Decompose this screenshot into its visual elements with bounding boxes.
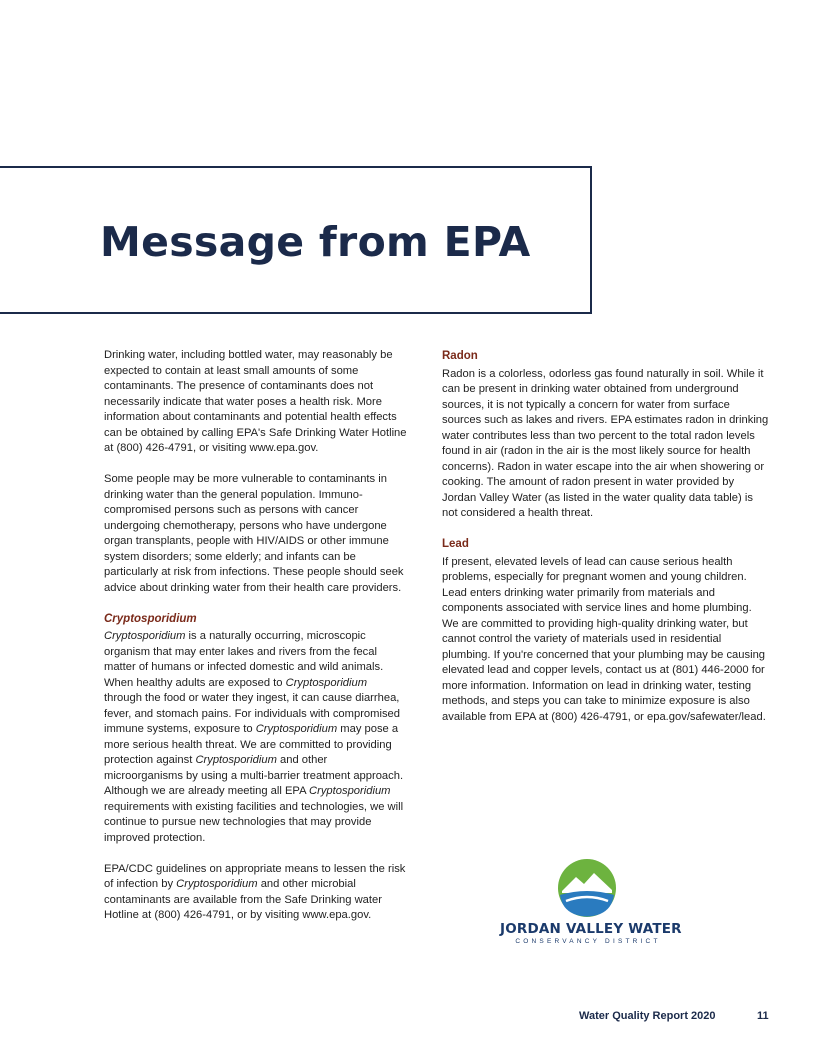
cryptosporidium-paragraph-2: EPA/CDC guidelines on appropriate means to lessen the risk of infection by Cryptosporidium and other microbial contaminants are available from the Safe Drinking water Hotline at (800) 426-4791, or by visiting www.epa.gov. [104,862,406,921]
crypto-term-1: Cryptosporidium [104,630,186,642]
jordan-valley-water-logo [500,855,682,955]
intro-paragraph-1: Drinking water, including bottled water, may reasonably be expected to contain at least small amounts of some contaminants. The presence of contaminants does not necessarily indicate that water poses a health risk. More information about contaminants and potential health effects can be obtained by calling EPA's Safe Drinking Water Hotline at (800) 426-4791, or visiting www.epa.gov. [104,349,407,454]
logo-name: JORDAN VALLEY WATER [500,921,682,937]
crypto-term-3: Cryptosporidium [255,723,338,735]
cryptosporidium-paragraph-1: Cryptosporidium is a naturally occurring, microscopic organism that may enter lakes and rivers from the fecal matter of humans or infected domestic and wild animals. When healthy adults are exposed to Cryptosporidium through the food or water they ingest, it can cause diarrhea, fever, and stomach pains. For individuals with compromised immune systems, exposure to Cryptosporidium may pose a more serious health threat. We are committed to providing protection against Cryptosporidium and other microorganisms by using a multi-barrier treatment approach. Although we are already meeting all EPA Cryptosporidium requirements with existing facilities and technologies, we will continue to pursue new technologies that may provide improved protection. [104,630,404,844]
crypto-term-4: Cryptosporidium [195,754,277,766]
crypto-term-5: Cryptosporidium [309,785,391,797]
intro-paragraph-2: Some people may be more vulnerable to contaminants in drinking water than the general population. Immuno-compromised persons such as persons with cancer undergoing chemotherapy, persons who have undergone organ transplants, people with HIV/AIDS or other immune system disorders; some elderly; and infants can be particularly at risk from infections. These people should seek advice about drinking water from their health care providers. [104,473,404,594]
radon-heading: Radon [442,350,478,362]
left-column [104,348,408,939]
crypto-term-6: Cryptosporidium [176,878,258,890]
right-column [442,349,770,741]
logo-subtitle: CONSERVANCY DISTRICT [515,938,661,945]
crypto-term-2: Cryptosporidium [285,676,368,689]
footer-page-number: 11 [757,1010,769,1022]
footer-report-title: Water Quality Report 2020 [579,1010,716,1022]
lead-paragraph: If present, elevated levels of lead can cause serious health problems, especially for pregnant women and young children. Lead enters drinking water primarily from materials and components associated with service lines and home plumbing. We are committed to providing high-quality drinking water, but cannot control the variety of materials used in residential plumbing. If you're concerned that your plumbing may be causing elevated lead and copper levels, contact us at (801) 446-2000 for more information. Information on lead in drinking water, testing methods, and steps you can take to minimize exposure is also available from EPA at (800) 426-4791, or epa.gov/safewater/lead. [442,555,766,723]
cryptosporidium-heading: Cryptosporidium [104,612,197,625]
lead-heading: Lead [442,538,469,550]
page-title: Message from EPA [100,218,531,266]
water-drop-mountain-icon [556,857,618,919]
radon-paragraph: Radon is a colorless, odorless gas found naturally in soil. While it can be present in drinking water obtained from underground sources, it is not typically a concern for water from surface sources such as lakes and rivers. EPA estimates radon in drinking water contributes less than two percent to the total radon levels found in air (radon in the air is the most likely source for health concerns). Radon in water escape into the air when showering or cooking. The amount of radon present in water provided by Jordan Valley Water (as listed in the water quality data table) is not considered a health threat. [442,367,769,519]
